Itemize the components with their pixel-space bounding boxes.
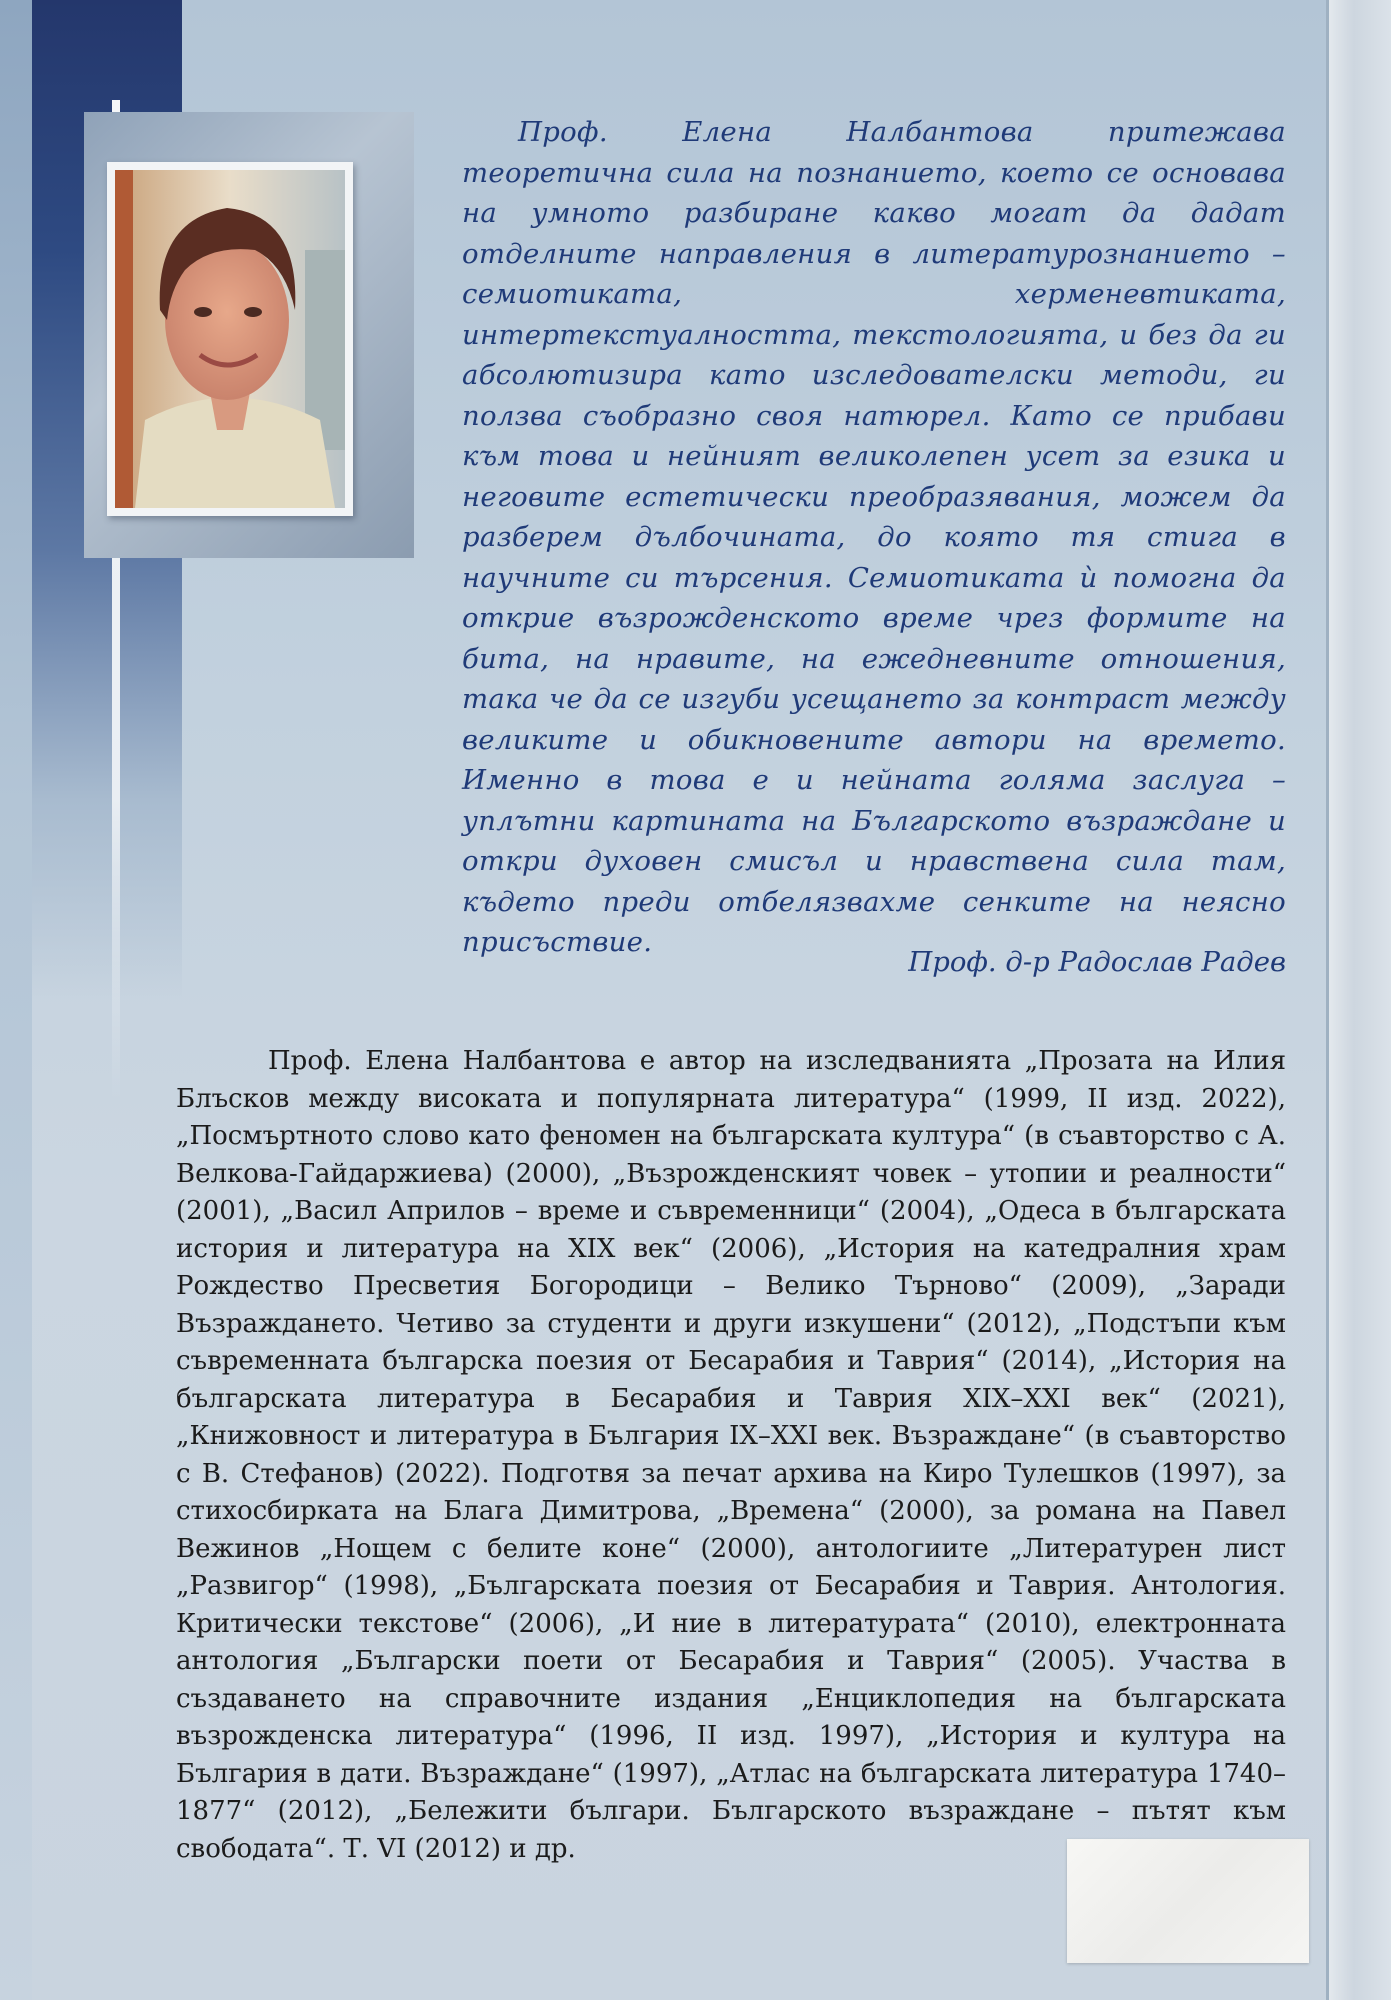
quote-author: Проф. д-р Радослав Радев <box>908 946 1286 978</box>
author-biography <box>176 1043 1286 1868</box>
author-photo-frame <box>107 162 353 516</box>
cover-page-edge <box>1329 0 1391 2000</box>
author-portrait-drawing <box>115 170 345 508</box>
bio-text: Проф. Елена Налбантова е автор на изследванията „Прозата на Илия Блъсков между високата и популярната литература“ (1999, II изд. 2022), „Посмъртното слово като феномен на българската култура“ (в съавторство с А. Велкова-Гайдаржиева) (2000), „Възрожденският човек – утопии и реалности“ (2001), „Васил Априлов – време и съвременници“ (2004), „Одеса в българската история и литература на XIX век“ (2006), „История на катедралния храм Рождество Пресветия Богородици – Велико Търново“ (2009), „Заради Възраждането. Четиво за студенти и други изкушени“ (2012), „Подстъпи към съвременната българска поезия от Бесарабия и Таврия“ (2014), „История на българската литература в Бесарабия и Таврия XIX–XXI век“ (2021), „Книжовност и литература в България IX–XXI век. Възраждане“ (в съавторство с В. Стефанов) (2022). Подготвя за печат архива на Киро Тулешков (1997), за стихосбирката на Блага Димитрова, „Времена“ (2000), за романа на Павел Вежинов „Нощем с белите коне“ (2000), антологиите „Литературен лист „Развигор“ (1998), „Българската поезия от Бесарабия и Таврия. Антология. Критически текстове“ (2006), „И ние в литературата“ (2010), електронната антология „Български поети от Бесарабия и Таврия“ (2005). Участва в създаването на справочните издания „Енциклопедия на българската възрожденска литература“ (1996, II изд. 1997), „История и култура на България в дати. Възраждане“ (1997), „Атлас на българската литература 1740–1877“ (2012), „Бележити българи. Българското възраждане – пътят към свободата“. Т. VI (2012) и др. <box>176 1046 1286 1864</box>
author-portrait <box>115 170 345 508</box>
quote-text: Проф. Елена Налбантова притежава теоретична сила на познанието, което се основава на умното разбиране какво могат да дадат отделните направления в литературознанието – семиотиката, херменевтиката, интертекстуалността, текстологията, и без да ги абсолютизира като изследователски методи, ги ползва съобразно своя натюрел. Като се прибави към това и нейният великолепен усет за езика и неговите естетически преобразявания, можем да разберем дълбочината, до която тя стига в научните си търсения. Семиотиката ѝ помогна да открие възрожденското време чрез формите на бита, на нравите, на ежедневните отношения, така че да се изгуби усещането за контраст между великите и обикновените автори на времето. Именно в това е и нейната голяма заслуга – уплътни картината на Българското възраждане и откри духовен смисъл и нравствена сила там, където преди отбелязвахме сенките на неясно присъствие. <box>462 116 1286 958</box>
critic-quote <box>462 112 1286 963</box>
cover-left-band <box>0 0 32 2000</box>
price-sticker <box>1067 1839 1309 1963</box>
